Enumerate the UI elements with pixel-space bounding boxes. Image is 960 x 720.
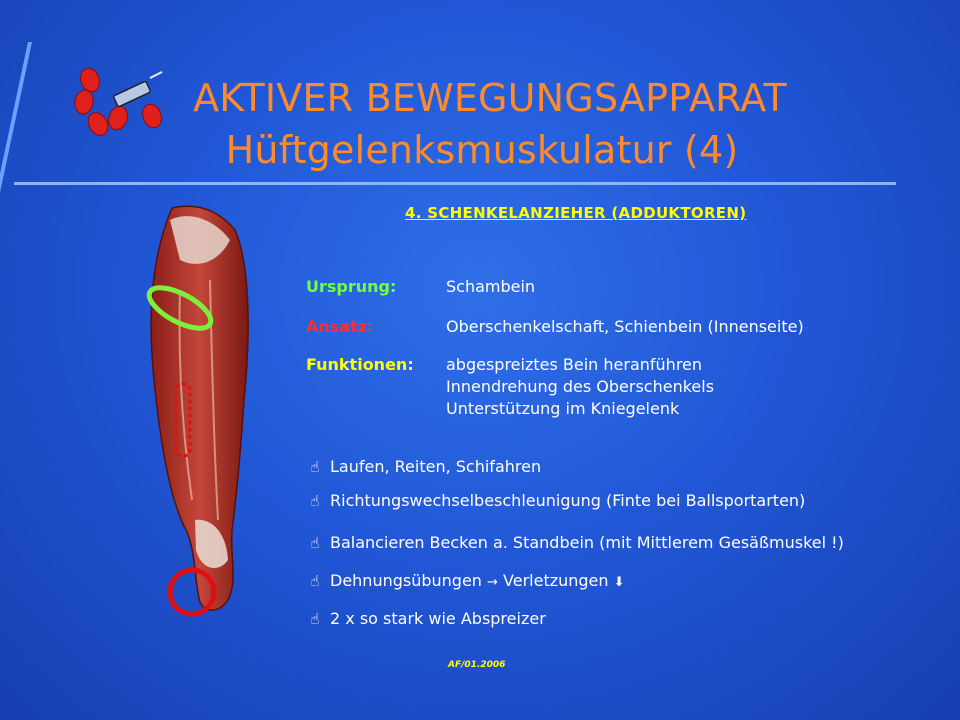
bullet-text: Richtungswechselbeschleunigung (Finte bei Ballsportarten) bbox=[330, 491, 806, 510]
hand-pointing-icon: ☝ bbox=[310, 610, 320, 628]
slide-subtitle: Hüftgelenksmuskulatur (4) bbox=[225, 128, 739, 172]
decorative-slash-line bbox=[0, 42, 32, 212]
slide-title: AKTIVER BEWEGUNGSAPPARAT bbox=[193, 76, 787, 120]
bullet-item bbox=[306, 456, 541, 478]
hand-pointing-icon: ☝ bbox=[310, 572, 320, 590]
arrow-down-icon: ⬇ bbox=[613, 575, 625, 590]
title-divider bbox=[14, 182, 896, 185]
bullet-text: Verletzungen bbox=[503, 571, 609, 590]
insertion-label: Ansatz: bbox=[306, 317, 374, 336]
bullet-item bbox=[306, 490, 805, 512]
origin-value: Schambein bbox=[446, 277, 536, 296]
functions-label: Funktionen: bbox=[306, 355, 414, 374]
bullet-item bbox=[306, 608, 546, 630]
function-item: Unterstützung im Kniegelenk bbox=[446, 399, 680, 418]
insertion-value: Oberschenkelschaft, Schienbein (Innenseite) bbox=[446, 317, 804, 336]
bullet-text: Balancieren Becken a. Standbein (mit Mittlerem Gesäßmuskel !) bbox=[330, 533, 844, 552]
hand-pointing-icon: ☝ bbox=[310, 492, 320, 510]
hand-pointing-icon: ☝ bbox=[310, 534, 320, 552]
bullet-text: Laufen, Reiten, Schifahren bbox=[330, 457, 542, 476]
leg-muscle-anatomy-illustration bbox=[140, 200, 250, 620]
bullet-item bbox=[306, 532, 844, 554]
function-item: Innendrehung des Oberschenkels bbox=[446, 377, 715, 396]
bullet-text: Dehnungsübungen bbox=[330, 571, 482, 590]
bullet-text: 2 x so stark wie Abspreizer bbox=[330, 609, 546, 628]
origin-label: Ursprung: bbox=[306, 277, 397, 296]
section-heading: 4. SCHENKELANZIEHER (ADDUKTOREN) bbox=[405, 204, 747, 222]
arrow-right-icon: → bbox=[487, 575, 498, 590]
function-item: abgespreiztes Bein heranführen bbox=[446, 355, 703, 374]
footer-code: AF/01.2006 bbox=[448, 660, 506, 670]
hand-pointing-icon: ☝ bbox=[310, 458, 320, 476]
bullet-item bbox=[306, 570, 625, 594]
